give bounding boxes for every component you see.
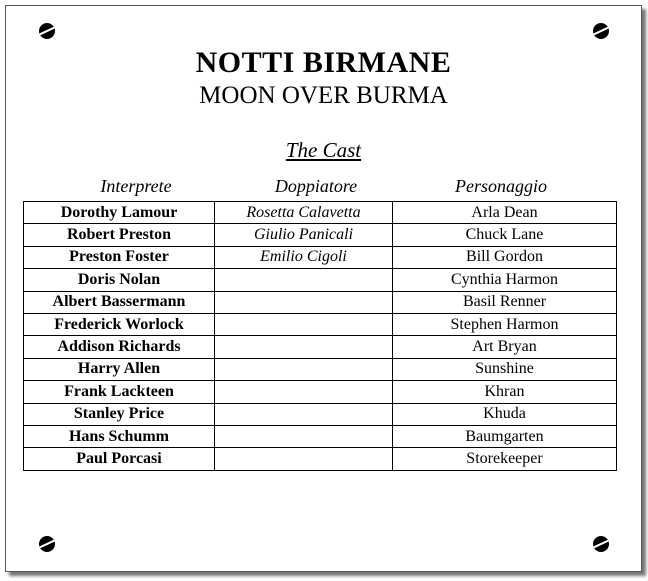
cast-actor-cell: Stanley Price bbox=[24, 403, 215, 425]
table-row bbox=[24, 425, 617, 447]
cast-plate bbox=[5, 5, 642, 572]
cast-actor-cell: Dorothy Lamour bbox=[24, 202, 215, 224]
cast-character-cell: Arla Dean bbox=[393, 202, 617, 224]
cast-heading: The Cast bbox=[285, 138, 362, 162]
cast-dubber-cell bbox=[215, 291, 393, 313]
table-row bbox=[24, 448, 617, 470]
cast-dubber-cell bbox=[215, 381, 393, 403]
cast-character-cell: Khran bbox=[393, 381, 617, 403]
table-row bbox=[24, 358, 617, 380]
cast-actor-cell: Albert Bassermann bbox=[24, 291, 215, 313]
cast-character-cell: Baumgarten bbox=[393, 425, 617, 447]
cast-actor-cell: Preston Foster bbox=[24, 246, 215, 268]
cast-dubber-cell bbox=[215, 313, 393, 335]
column-header-actor: Interprete bbox=[100, 176, 172, 196]
cast-dubber-cell: Rosetta Calavetta bbox=[215, 202, 393, 224]
screw-icon bbox=[593, 23, 609, 39]
column-header-dubber: Doppiatore bbox=[274, 176, 358, 196]
cast-character-cell: Cynthia Harmon bbox=[393, 269, 617, 291]
cast-character-cell: Chuck Lane bbox=[393, 224, 617, 246]
table-row bbox=[24, 291, 617, 313]
table-row bbox=[24, 336, 617, 358]
cast-actor-cell: Addison Richards bbox=[24, 336, 215, 358]
cast-dubber-cell bbox=[215, 403, 393, 425]
cast-character-cell: Storekeeper bbox=[393, 448, 617, 470]
screw-icon bbox=[39, 536, 55, 552]
page-subtitle: MOON OVER BURMA bbox=[199, 82, 448, 109]
cast-actor-cell: Frank Lackteen bbox=[24, 381, 215, 403]
column-header-character: Personaggio bbox=[455, 176, 547, 196]
cast-dubber-cell bbox=[215, 269, 393, 291]
cast-actor-cell: Robert Preston bbox=[24, 224, 215, 246]
cast-actor-cell: Paul Porcasi bbox=[24, 448, 215, 470]
table-row bbox=[24, 313, 617, 335]
cast-dubber-cell bbox=[215, 358, 393, 380]
cast-dubber-cell: Giulio Panicali bbox=[215, 224, 393, 246]
table-row bbox=[24, 246, 617, 268]
cast-actor-cell: Harry Allen bbox=[24, 358, 215, 380]
cast-character-cell: Khuda bbox=[393, 403, 617, 425]
cast-character-cell: Bill Gordon bbox=[393, 246, 617, 268]
cast-actor-cell: Hans Schumm bbox=[24, 425, 215, 447]
cast-dubber-cell bbox=[215, 336, 393, 358]
cast-table bbox=[23, 201, 617, 471]
table-row bbox=[24, 403, 617, 425]
cast-dubber-cell: Emilio Cigoli bbox=[215, 246, 393, 268]
screw-icon bbox=[593, 536, 609, 552]
cast-character-cell: Stephen Harmon bbox=[393, 313, 617, 335]
cast-character-cell: Basil Renner bbox=[393, 291, 617, 313]
cast-actor-cell: Frederick Worlock bbox=[24, 313, 215, 335]
cast-dubber-cell bbox=[215, 448, 393, 470]
table-row bbox=[24, 381, 617, 403]
table-row bbox=[24, 269, 617, 291]
screw-icon bbox=[39, 23, 55, 39]
cast-character-cell: Sunshine bbox=[393, 358, 617, 380]
page-title: NOTTI BIRMANE bbox=[195, 46, 452, 79]
cast-dubber-cell bbox=[215, 425, 393, 447]
cast-actor-cell: Doris Nolan bbox=[24, 269, 215, 291]
table-row bbox=[24, 202, 617, 224]
table-row bbox=[24, 224, 617, 246]
cast-character-cell: Art Bryan bbox=[393, 336, 617, 358]
